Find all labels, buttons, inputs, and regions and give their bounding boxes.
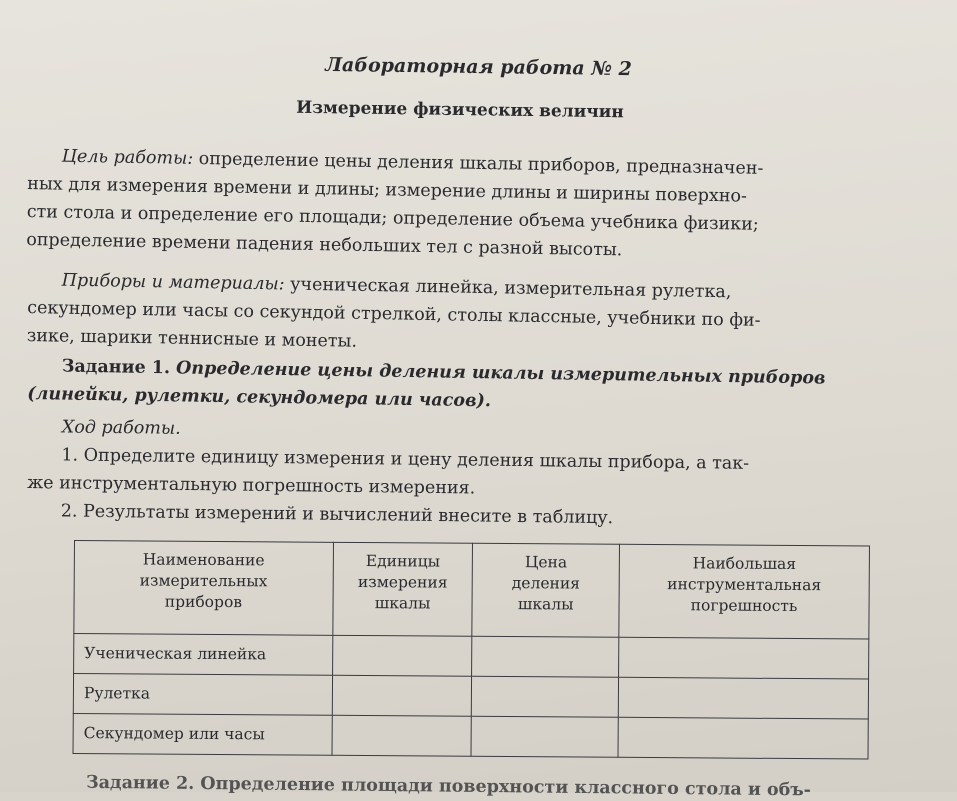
tools-line-2: секундомер или часы со секундой стрелкой, столы классные, учебники по фи- <box>27 297 761 331</box>
procedure-section <box>27 413 888 535</box>
tools-label: Приборы и материалы: <box>61 270 285 295</box>
goal-line-4: определение времени падения небольших тел с разной высоты. <box>26 229 623 261</box>
goal-label: Цель работы: <box>61 146 194 169</box>
lab-subtitle: Измерение физических величин <box>296 97 624 123</box>
goal-line-3: сти стола и определение его площади; определение объема учебника физики; <box>26 201 759 235</box>
step-1-line-1: 1. Определите единицу измерения и цену деления шкалы прибора, а так- <box>61 445 750 474</box>
goal-line-1: Цель работы: определение цены деления шкалы приборов, предназначен- <box>61 146 764 179</box>
row-division-cell[interactable] <box>472 676 619 717</box>
row-error-cell[interactable] <box>618 717 868 759</box>
table-header-row <box>74 541 870 640</box>
procedure-heading: Ход работы. <box>61 417 181 439</box>
goal-paragraph <box>26 142 888 269</box>
row-instrument: Ученическая линейка <box>74 634 333 676</box>
step-2: 2. Результаты измерений и вычислений внесите в таблицу. <box>60 501 614 529</box>
row-error-cell[interactable] <box>619 637 869 679</box>
row-instrument: Секундомер или часы <box>73 713 332 755</box>
tools-line-3: зике, шарики теннисные и монеты. <box>26 325 358 352</box>
table-row <box>74 634 869 680</box>
header-units: Единицы измерения шкалы <box>333 542 473 636</box>
measurement-table <box>73 540 870 760</box>
header-instrument-error: Наибольшая инструментальная погрешность <box>619 544 870 639</box>
tools-paragraph <box>27 266 888 365</box>
header-division-value: Цена деления шкалы <box>472 543 619 637</box>
lab-title: Лабораторная работа № 2 <box>325 53 632 81</box>
task-line-2: (линейки, рулетки, секундомера или часов). <box>27 383 492 412</box>
row-division-cell[interactable] <box>472 636 619 677</box>
header-instrument-name: Наименование измерительных приборов <box>74 541 333 636</box>
cut-off-next-task: Задание 2. Определение площади поверхности классного стола и объ- <box>85 772 812 801</box>
row-units-cell[interactable] <box>332 635 472 676</box>
table-row <box>73 674 868 720</box>
row-units-cell[interactable] <box>332 675 472 716</box>
task-line-1: Задание 1. Определение цены деления шкалы измерительных приборов <box>61 356 826 389</box>
table-row <box>73 713 868 759</box>
row-units-cell[interactable] <box>332 715 472 756</box>
step-1-line-2: же инструментальную погрешность измерения. <box>27 472 476 499</box>
row-error-cell[interactable] <box>618 677 868 719</box>
tools-line-1: Приборы и материалы: ученическая линейка, измерительная рулетка, <box>61 270 732 303</box>
row-division-cell[interactable] <box>471 716 618 757</box>
goal-line-2: ных для измерения времени и длины; измерение длины и ширины поверхно- <box>27 173 748 207</box>
task-label: Задание 1. <box>61 356 171 379</box>
row-instrument: Рулетка <box>73 674 332 716</box>
